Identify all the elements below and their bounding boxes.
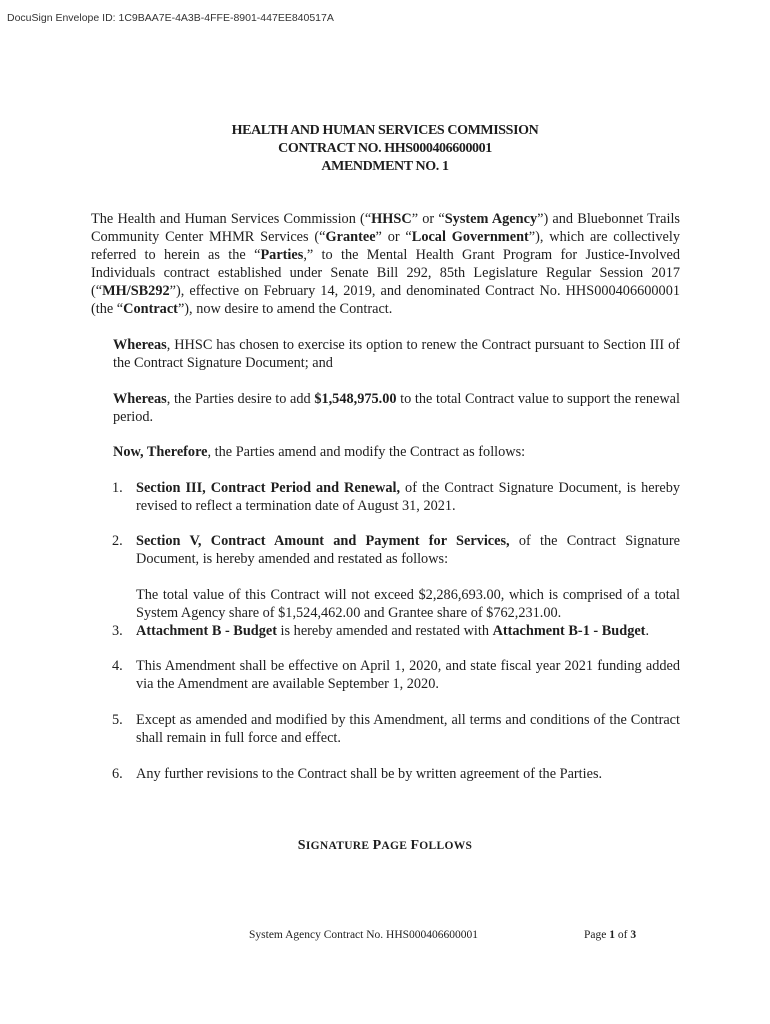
list-number: 1. xyxy=(112,480,123,496)
list-number: 4. xyxy=(112,658,123,674)
whereas-renewal: Whereas, HHSC has chosen to exercise its option to renew the Contract pursuant to Section III of the Contract Signature Document; and xyxy=(113,337,680,371)
list-number: 3. xyxy=(112,623,123,639)
heading-agency: HEALTH AND HUMAN SERVICES COMMISSION xyxy=(231,123,539,138)
list-item-text: Section III, Contract Period and Renewal, of the Contract Signature Document, is hereby revised to reflect a termination date of August 31, 2021. xyxy=(136,480,681,514)
list-item-text: This Amendment shall be effective on April 1, 2020, and state fiscal year 2021 funding added via the Amendment are available September 1, 2020. xyxy=(136,658,680,692)
list-item-text: Attachment B - Budget is hereby amended and restated with Attachment B-1 - Budget. xyxy=(136,623,650,639)
now-therefore: Now, Therefore, the Parties amend and modify the Contract as follows: xyxy=(113,444,526,460)
intro-paragraph: The Health and Human Services Commission (“HHSC” or “System Agency”) and Bluebonnet Trails Community Center MHMR Services (“Grantee” or “Local Government”), which are collectively referred to herein as the “Parties,” to the Mental Health Grant Program for Justice-Involved Individuals contract established under Senate Bill 292, 85th Legislature Regular Session 2017 (“MH/SB292”), effective on February 14, 2019, and denominated Contract No. HHS000406600001 (the “Contract”), now desire to amend the Contract. xyxy=(91,211,680,317)
whereas-amount: Whereas, the Parties desire to add $1,548,975.00 to the total Contract value to support the renewal period. xyxy=(113,391,680,425)
list-number: 5. xyxy=(112,712,123,728)
heading-amendment-no: AMENDMENT NO. 1 xyxy=(321,159,449,174)
signature-page-follows: SIGNATURE PAGE FOLLOWS xyxy=(297,838,473,853)
footer-page-number: Page 1 of 3 xyxy=(584,929,637,941)
envelope-id: DocuSign Envelope ID: 1C9BAA7E-4A3B-4FFE-8901-447EE840517A xyxy=(7,12,334,24)
list-item-text: Except as amended and modified by this Amendment, all terms and conditions of the Contract shall remain in full force and effect. xyxy=(136,712,680,746)
footer-contract-number: System Agency Contract No. HHS000406600001 xyxy=(249,929,479,941)
list-item-text: Section V, Contract Amount and Payment for Services, of the Contract Signature Document, is hereby amended and restated as follows: xyxy=(136,533,680,567)
list-number: 6. xyxy=(112,766,123,782)
heading-contract-no: CONTRACT NO. HHS000406600001 xyxy=(278,141,492,156)
list-number: 2. xyxy=(112,533,123,549)
contract-total-value: The total value of this Contract will not exceed $2,286,693.00, which is comprised of a total System Agency share of $1,524,462.00 and Grantee share of $762,231.00. xyxy=(136,587,680,621)
list-item-text: Any further revisions to the Contract shall be by written agreement of the Parties. xyxy=(136,766,603,782)
